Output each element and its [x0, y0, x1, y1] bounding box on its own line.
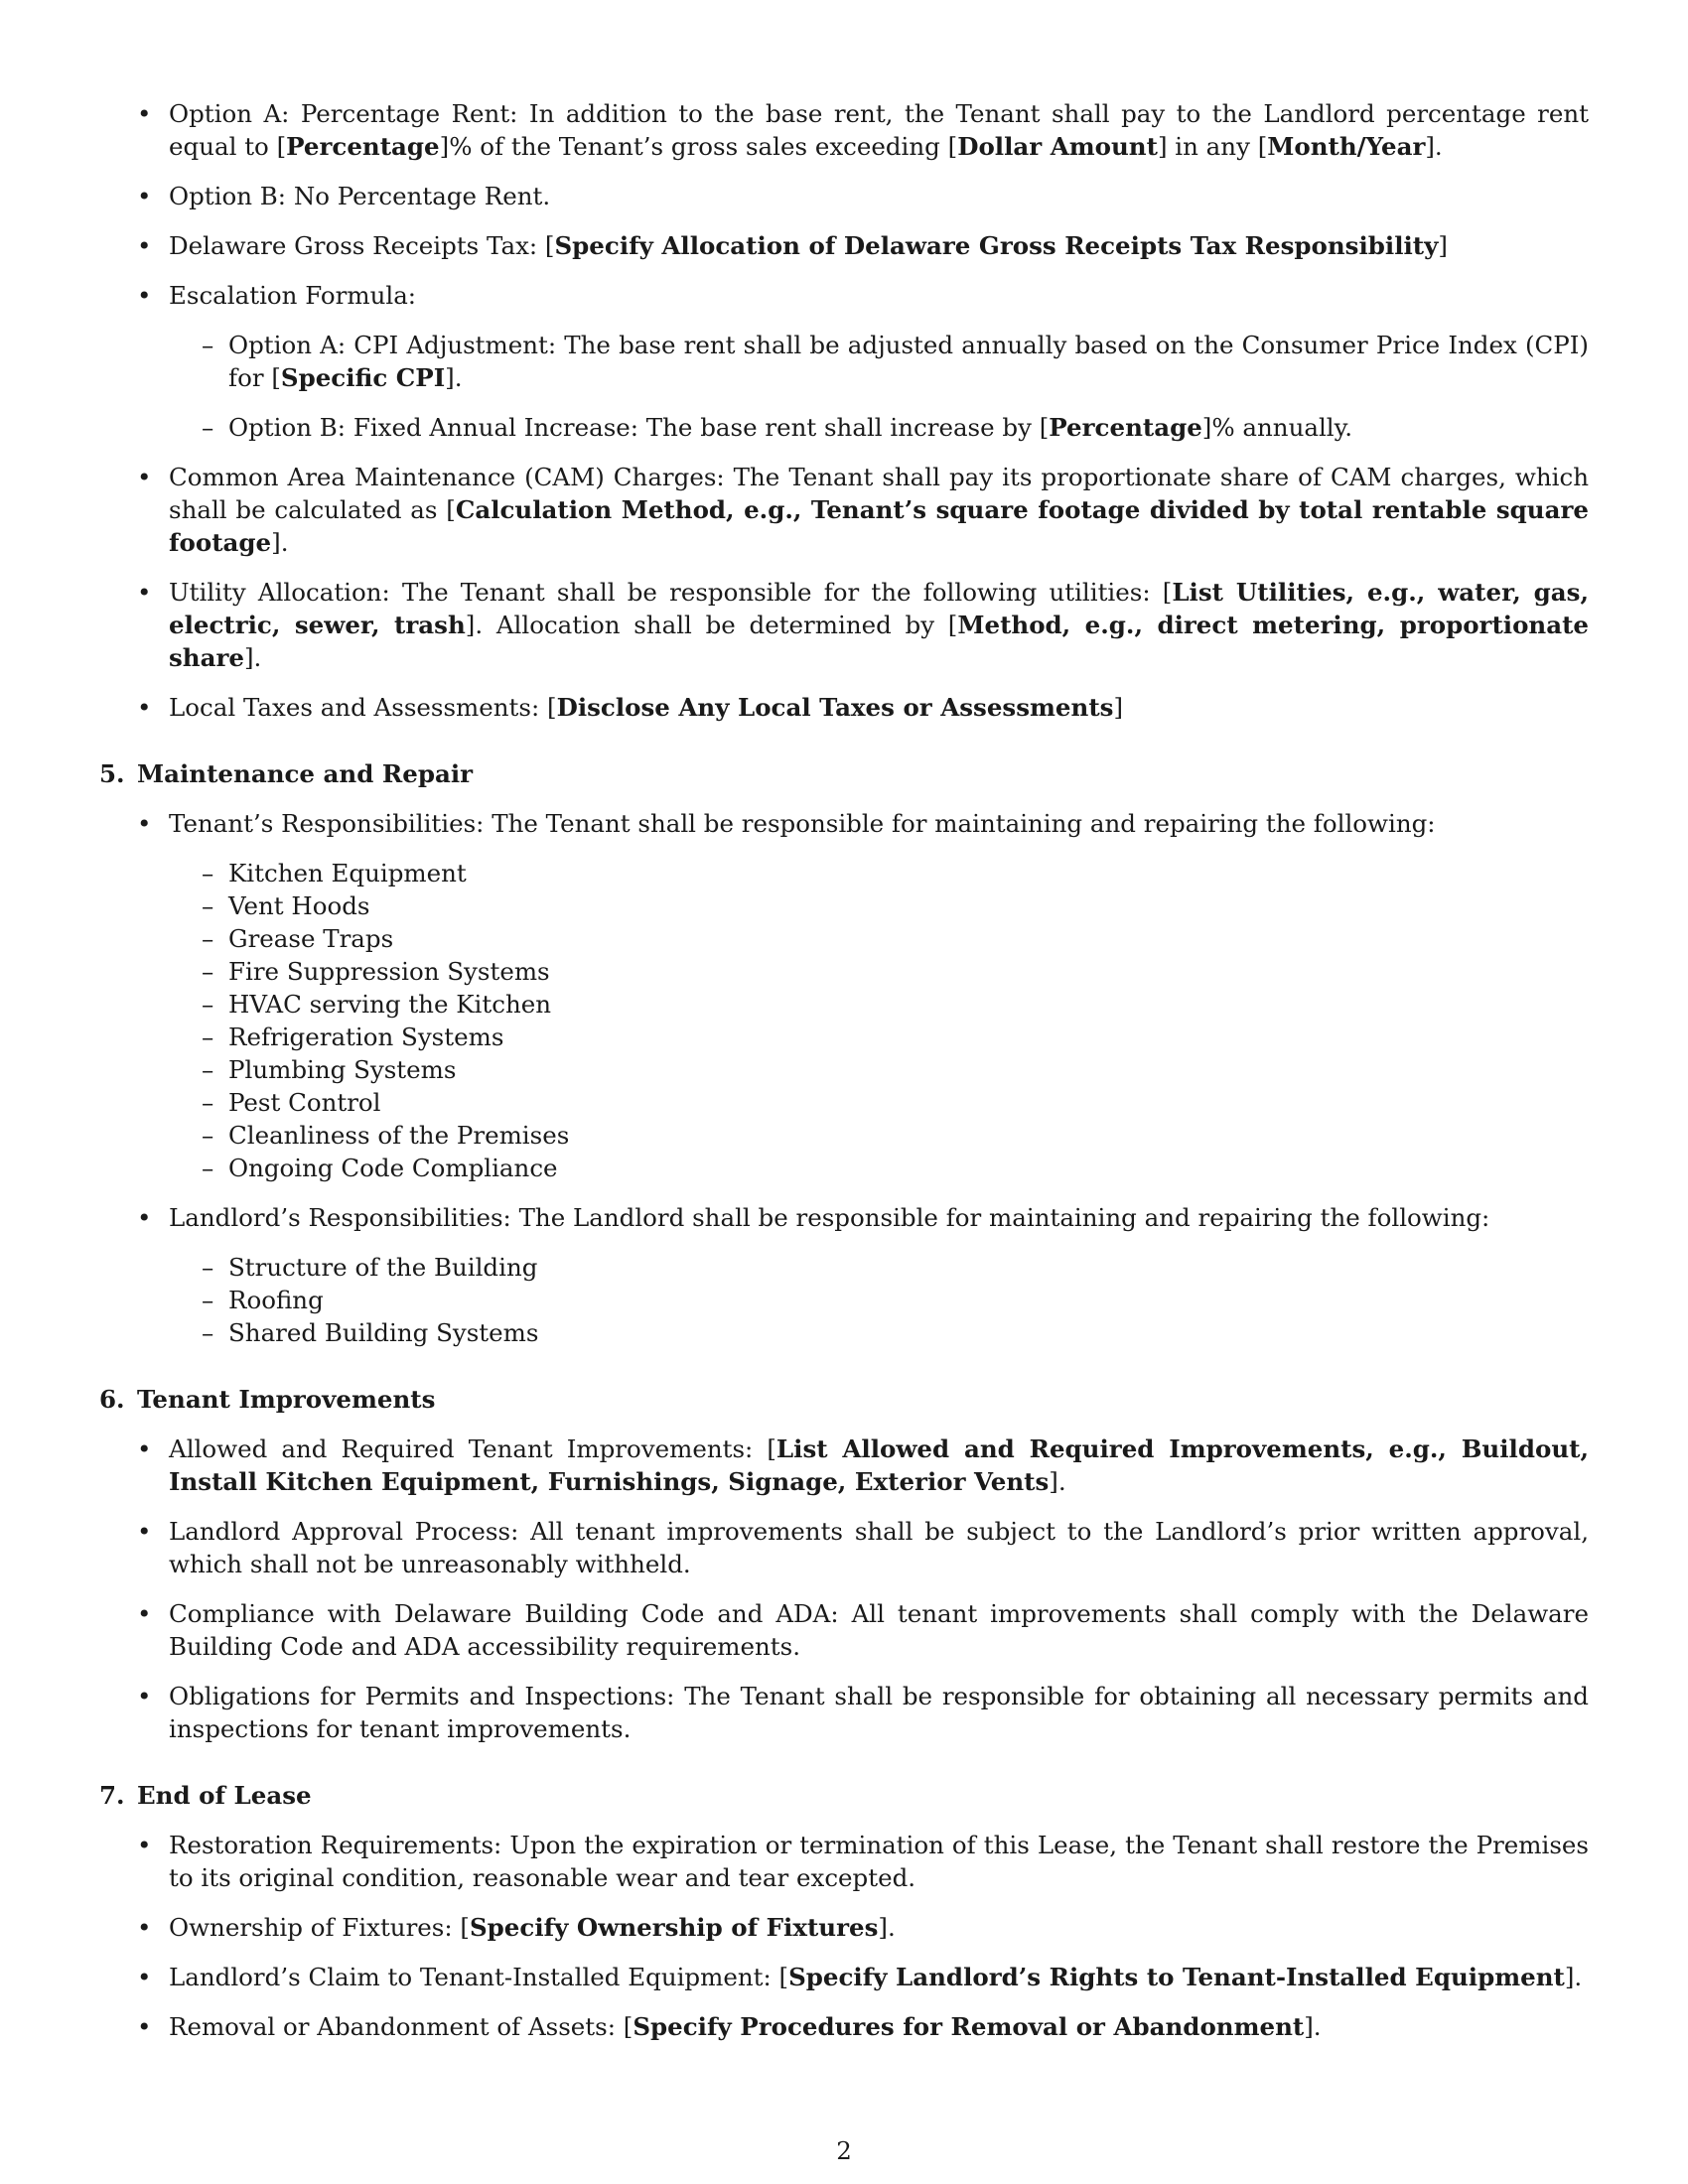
list-item-restoration: • Restoration Requirements: Upon the expiration or termination of this Lease, the Tenant shall restore the Premises to its original condition, reasonable wear and tear excepted. [99, 1829, 1589, 1894]
list-item-percentage-rent: • Option A: Percentage Rent: In addition to the base rent, the Tenant shall pay to the Landlord percentage rent equal to [Percentage]% of the Tenant’s gross sales exceeding [Dollar Amount] in any [Month/Year]. [99, 97, 1589, 163]
document-page [99, 97, 1589, 2060]
section-heading-maintenance: 5. Maintenance and Repair [99, 759, 474, 788]
list-item: – HVAC serving the Kitchen [169, 988, 1589, 1021]
list-item-removal: • Removal or Abandonment of Assets: [Specify Procedures for Removal or Abandonment]. [99, 2010, 1589, 2043]
list-item-fixtures-ownership: • Ownership of Fixtures: [Specify Ownership of Fixtures]. [99, 1911, 1589, 1944]
list-item-approval-process: • Landlord Approval Process: All tenant improvements shall be subject to the Landlord’s prior written approval, which shall not be unreasonably withheld. [99, 1515, 1589, 1580]
list-item: – Kitchen Equipment [169, 857, 1589, 889]
list-item-code-compliance: • Compliance with Delaware Building Code and ADA: All tenant improvements shall comply with the Delaware Building Code and ADA accessibility requirements. [99, 1597, 1589, 1663]
list-item-local-taxes: • Local Taxes and Assessments: [Disclose Any Local Taxes or Assessments] [99, 691, 1589, 724]
list-item-utility-allocation: • Utility Allocation: The Tenant shall be responsible for the following utilities: [List Utilities, e.g., water, gas, electric, sewer, trash]. Allocation shall be determined by [Method, e.g., direct metering, proportionate share]. [99, 576, 1589, 674]
list-item-cam-charges: • Common Area Maintenance (CAM) Charges: The Tenant shall pay its proportionate share of CAM charges, which shall be calculated as [Calculation Method, e.g., Tenant’s square footage divided by total rentable square footage]. [99, 461, 1589, 559]
list-item-landlord-responsibilities: • Landlord’s Responsibilities: The Landlord shall be responsible for maintaining and repairing the following: – Structure of the Building – Roofing – Shared Building Systems [99, 1201, 1589, 1349]
list-item-escalation-formula: • Escalation Formula: – Option A: CPI Adjustment: The base rent shall be adjusted annually based on the Consumer Price Index (CPI) for [Specific CPI]. – Option B: Fixed Annual Increase: The base rent shall increase by [Percentage]% annually. [99, 279, 1589, 444]
tenant-responsibilities-list [169, 857, 1589, 1184]
section-heading-tenant-improvements: 6. Tenant Improvements [99, 1385, 436, 1414]
tenant-improvements-list [99, 1433, 1589, 1745]
list-item: – Roofing [169, 1284, 1589, 1316]
landlord-responsibilities-list [169, 1251, 1589, 1349]
list-item-no-percentage-rent: • Option B: No Percentage Rent. [99, 180, 1589, 212]
rent-terms-list [99, 97, 1589, 724]
list-item: – Refrigeration Systems [169, 1021, 1589, 1053]
list-item: – Vent Hoods [169, 889, 1589, 922]
list-item: – Plumbing Systems [169, 1053, 1589, 1086]
escalation-options-list [169, 329, 1589, 444]
list-item: – Shared Building Systems [169, 1316, 1589, 1349]
end-of-lease-list [99, 1829, 1589, 2043]
page-number: 2 [836, 2136, 852, 2165]
list-item-cpi-adjustment: – Option A: CPI Adjustment: The base rent shall be adjusted annually based on the Consumer Price Index (CPI) for [Specific CPI]. [169, 329, 1589, 394]
list-item: – Ongoing Code Compliance [169, 1152, 1589, 1184]
list-item-permits: • Obligations for Permits and Inspections: The Tenant shall be responsible for obtaining all necessary permits and inspections for tenant improvements. [99, 1680, 1589, 1745]
list-item: – Pest Control [169, 1086, 1589, 1119]
maintenance-list [99, 807, 1589, 1349]
list-item-gross-receipts-tax: • Delaware Gross Receipts Tax: [Specify Allocation of Delaware Gross Receipts Tax Responsibility] [99, 229, 1589, 262]
list-item: – Structure of the Building [169, 1251, 1589, 1284]
section-heading-end-of-lease: 7. End of Lease [99, 1781, 312, 1810]
list-item-tenant-responsibilities: • Tenant’s Responsibilities: The Tenant shall be responsible for maintaining and repairing the following: – Kitchen Equipment – Vent Hoods – Grease Traps – Fire Suppression Systems – HVAC serving the Kitchen – Refrigeration Systems – Plumbing Systems – Pest Control – Cleanliness of the Premises – Ongoing Code Compliance [99, 807, 1589, 1184]
list-item-allowed-improvements: • Allowed and Required Tenant Improvements: [List Allowed and Required Improvements, e.g., Buildout, Install Kitchen Equipment, Furnishings, Signage, Exterior Vents]. [99, 1433, 1589, 1498]
list-item-fixed-increase: – Option B: Fixed Annual Increase: The base rent shall increase by [Percentage]% annually. [169, 411, 1589, 444]
list-item: – Grease Traps [169, 922, 1589, 955]
list-item-landlord-claim: • Landlord’s Claim to Tenant-Installed Equipment: [Specify Landlord’s Rights to Tenant-Installed Equipment]. [99, 1961, 1589, 1993]
list-item: – Fire Suppression Systems [169, 955, 1589, 988]
list-item: – Cleanliness of the Premises [169, 1119, 1589, 1152]
